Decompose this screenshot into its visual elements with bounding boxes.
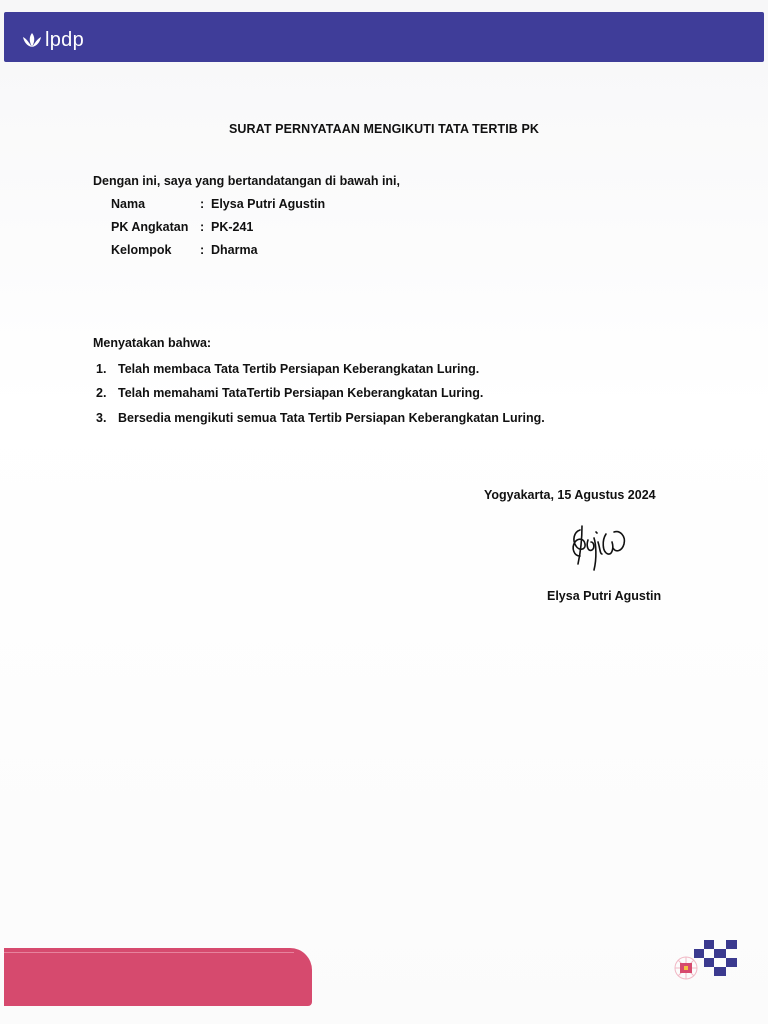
field-value: Dharma [211,243,258,257]
field-label: PK Angkatan [111,220,189,234]
document-title: SURAT PERNYATAAN MENGIKUTI TATA TERTIB PK [228,122,540,136]
footer-band [4,948,312,1006]
field-pk-angkatan [111,220,253,234]
statement-text: Telah membaca Tata Tertib Persiapan Keberangkatan Luring. [118,362,480,376]
statement-number: 2. [96,386,107,400]
statement-item [96,411,545,425]
field-separator: : [200,220,205,234]
field-value: Elysa Putri Agustin [211,197,326,211]
statement-item [96,362,479,376]
field-separator: : [200,197,205,211]
statement-number: 1. [96,362,107,376]
checkered-emblem-icon [664,940,744,982]
field-kelompok [111,243,258,257]
footer-band-highlight [4,952,294,953]
handwritten-signature-icon [566,520,632,576]
field-label: Nama [111,197,146,211]
logo-text: lpdp [45,29,85,51]
intro-text: Dengan ini, saya yang bertandatangan di bawah ini, [93,174,401,188]
declaration-lead: Menyatakan bahwa: [93,336,212,350]
field-separator: : [200,243,205,257]
footer-emblem [664,940,744,987]
header-band [4,12,764,62]
lotus-icon [22,31,42,49]
signer-name: Elysa Putri Agustin [547,589,662,603]
field-value: PK-241 [211,220,254,234]
statement-number: 3. [96,411,107,425]
field-name [111,197,325,211]
statement-text: Bersedia mengikuti semua Tata Tertib Persiapan Keberangkatan Luring. [118,411,545,425]
lpdp-logo [22,28,84,52]
statement-item [96,386,483,400]
statement-text: Telah memahami TataTertib Persiapan Keberangkatan Luring. [118,386,484,400]
field-label: Kelompok [111,243,172,257]
signature [566,520,632,581]
place-date: Yogyakarta, 15 Agustus 2024 [484,488,656,502]
